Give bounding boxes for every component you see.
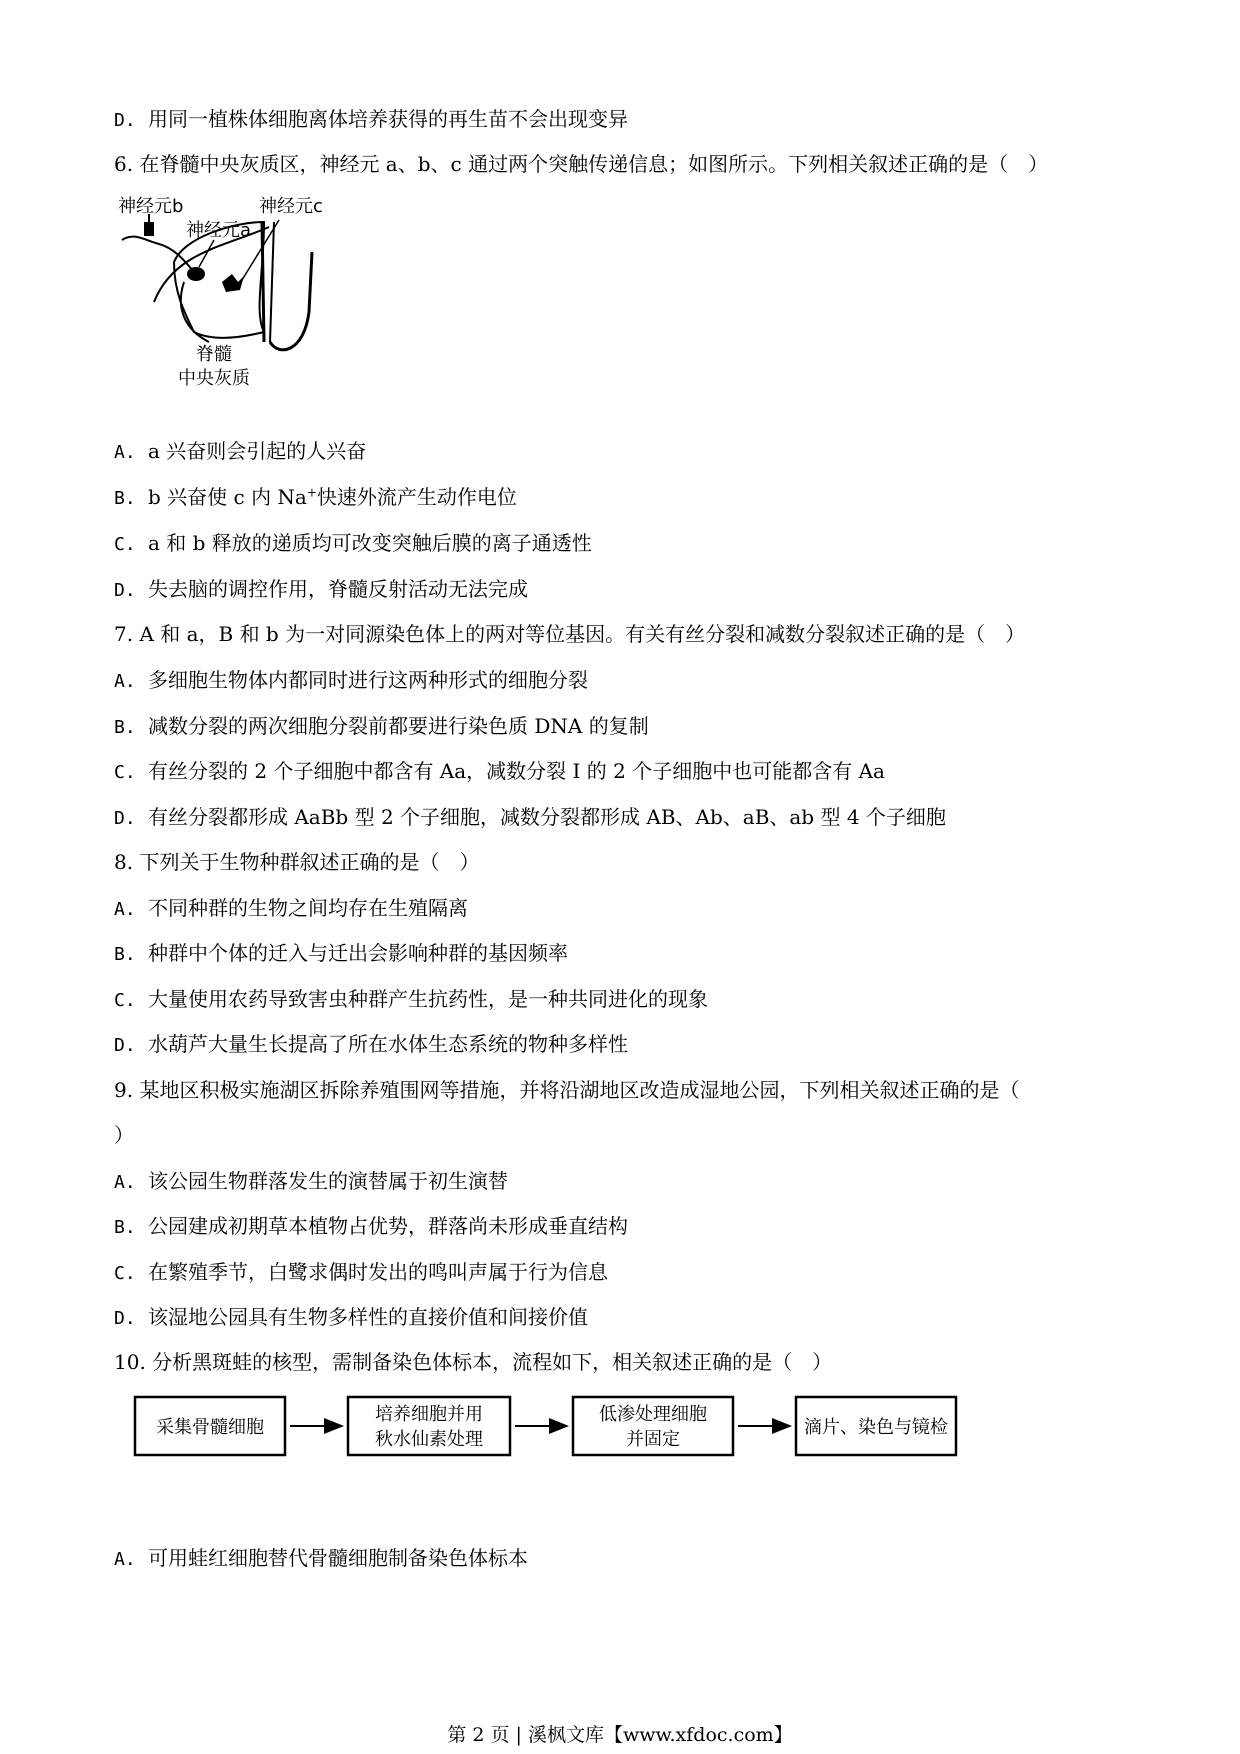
option-letter: B. bbox=[114, 488, 136, 509]
q8-option-c bbox=[114, 986, 708, 1014]
q10-option-a bbox=[114, 1545, 528, 1573]
option-text: 有丝分裂的 2 个子细胞中都含有 Aa，减数分裂 Ⅰ 的 2 个子细胞中也可能都含有 Aa bbox=[148, 759, 885, 783]
flow-step-2-label-line1: 培养细胞并用 bbox=[375, 1404, 483, 1425]
q9-stem-continued: ） bbox=[114, 1123, 134, 1147]
q9-option-b bbox=[114, 1213, 628, 1241]
label-gray-matter: 中央灰质 bbox=[178, 368, 250, 389]
label-spinal-cord: 脊髓 bbox=[196, 344, 232, 365]
option-letter: C. bbox=[114, 990, 136, 1011]
page-footer: 第 2 页 | 溪枫文库【www.xfdoc.com】 bbox=[447, 1724, 793, 1746]
superscript-plus: + bbox=[306, 485, 317, 500]
option-letter: C. bbox=[114, 762, 136, 783]
spinal-cord-neuron-figure bbox=[114, 192, 354, 402]
option-letter: A. bbox=[114, 1549, 136, 1570]
q7-option-c bbox=[114, 758, 885, 786]
option-text: 该湿地公园具有生物多样性的直接价值和间接价值 bbox=[148, 1305, 588, 1329]
option-text: 不同种群的生物之间均存在生殖隔离 bbox=[148, 896, 468, 920]
q6-stem: 6. 在脊髓中央灰质区，神经元 a、b、c 通过两个突触传递信息；如图所示。下列相关叙述正确的是（ ） bbox=[114, 152, 1049, 176]
q9-option-a bbox=[114, 1168, 508, 1196]
flow-step-4-label: 滴片、染色与镜检 bbox=[804, 1417, 948, 1438]
q9-stem: 9. 某地区积极实施湖区拆除养殖围网等措施，并将沿湖地区改造成湿地公园，下列相关叙述正确的是（ bbox=[114, 1078, 1020, 1102]
q8-option-b bbox=[114, 940, 568, 968]
q6-option-d bbox=[114, 576, 528, 604]
option-letter: B. bbox=[114, 717, 136, 738]
label-neuron-c: 神经元c bbox=[259, 196, 323, 217]
option-letter: B. bbox=[114, 1217, 136, 1238]
q9-option-c bbox=[114, 1259, 608, 1287]
label-neuron-b: 神经元b bbox=[118, 196, 184, 217]
q8-option-a bbox=[114, 895, 468, 923]
option-letter: A. bbox=[114, 442, 136, 463]
q6-option-b bbox=[114, 484, 517, 512]
option-text: 多细胞生物体内都同时进行这两种形式的细胞分裂 bbox=[148, 668, 588, 692]
option-text: a 和 b 释放的递质均可改变突触后膜的离子通透性 bbox=[148, 531, 592, 555]
q7-option-b bbox=[114, 713, 649, 741]
q9-option-d bbox=[114, 1304, 588, 1332]
q7-option-d bbox=[114, 804, 946, 832]
option-letter: D. bbox=[114, 1308, 136, 1329]
option-text: 公园建成初期草本植物占优势，群落尚未形成垂直结构 bbox=[148, 1214, 628, 1238]
q8-option-d bbox=[114, 1031, 628, 1059]
option-text: 大量使用农药导致害虫种群产生抗药性，是一种共同进化的现象 bbox=[148, 987, 708, 1011]
option-letter: A. bbox=[114, 1172, 136, 1193]
neuron-b-marker bbox=[144, 222, 154, 236]
option-text-pre: b 兴奋使 c 内 Na bbox=[148, 485, 307, 509]
option-text: 水葫芦大量生长提高了所在水体生态系统的物种多样性 bbox=[148, 1032, 628, 1056]
option-text: 在繁殖季节，白鹭求偶时发出的鸣叫声属于行为信息 bbox=[148, 1260, 608, 1284]
flow-step-3-label-line1: 低渗处理细胞 bbox=[599, 1404, 707, 1425]
option-letter: A. bbox=[114, 899, 136, 920]
option-text: 用同一植株体细胞离体培养获得的再生苗不会出现变异 bbox=[148, 107, 628, 131]
q10-stem: 10. 分析黑斑蛙的核型，需制备染色体标本，流程如下，相关叙述正确的是（ ） bbox=[114, 1350, 833, 1374]
option-text: 种群中个体的迁入与迁出会影响种群的基因频率 bbox=[148, 941, 568, 965]
option-letter: A. bbox=[114, 671, 136, 692]
option-letter: D. bbox=[114, 808, 136, 829]
option-text: 失去脑的调控作用，脊髓反射活动无法完成 bbox=[148, 577, 528, 601]
label-neuron-a: 神经元a bbox=[186, 220, 252, 241]
neuron-a-body bbox=[187, 267, 205, 281]
option-text: 有丝分裂都形成 AaBb 型 2 个子细胞，减数分裂都形成 AB、Ab、aB、ab 型 4 个子细胞 bbox=[148, 805, 946, 829]
flow-step-3-label-line2: 并固定 bbox=[626, 1429, 680, 1450]
flow-step-1-label: 采集骨髓细胞 bbox=[156, 1417, 264, 1438]
option-text: 减数分裂的两次细胞分裂前都要进行染色质 DNA 的复制 bbox=[148, 714, 649, 738]
option-letter: B. bbox=[114, 944, 136, 965]
option-letter: D. bbox=[114, 110, 136, 131]
option-letter: D. bbox=[114, 580, 136, 601]
option-text: 该公园生物群落发生的演替属于初生演替 bbox=[148, 1169, 508, 1193]
q8-stem: 8. 下列关于生物种群叙述正确的是（ ） bbox=[114, 850, 480, 874]
option-text: a 兴奋则会引起的人兴奋 bbox=[148, 439, 367, 463]
option-letter: C. bbox=[114, 1263, 136, 1284]
q7-option-a bbox=[114, 667, 588, 695]
q6-option-a bbox=[114, 438, 366, 466]
karyotype-flowchart bbox=[130, 1392, 990, 1462]
flow-step-2-label-line2: 秋水仙素处理 bbox=[375, 1429, 483, 1450]
option-letter: C. bbox=[114, 534, 136, 555]
q7-stem: 7. A 和 a，B 和 b 为一对同源染色体上的两对等位基因。有关有丝分裂和减数分裂叙述正确的是（ ） bbox=[114, 622, 1026, 646]
q5-option-d bbox=[114, 106, 628, 134]
neuron-c-body bbox=[222, 274, 244, 292]
option-text-post: 快速外流产生动作电位 bbox=[316, 485, 517, 509]
q6-option-c bbox=[114, 530, 592, 558]
option-letter: D. bbox=[114, 1035, 136, 1056]
option-text: 可用蛙红细胞替代骨髓细胞制备染色体标本 bbox=[148, 1546, 528, 1570]
